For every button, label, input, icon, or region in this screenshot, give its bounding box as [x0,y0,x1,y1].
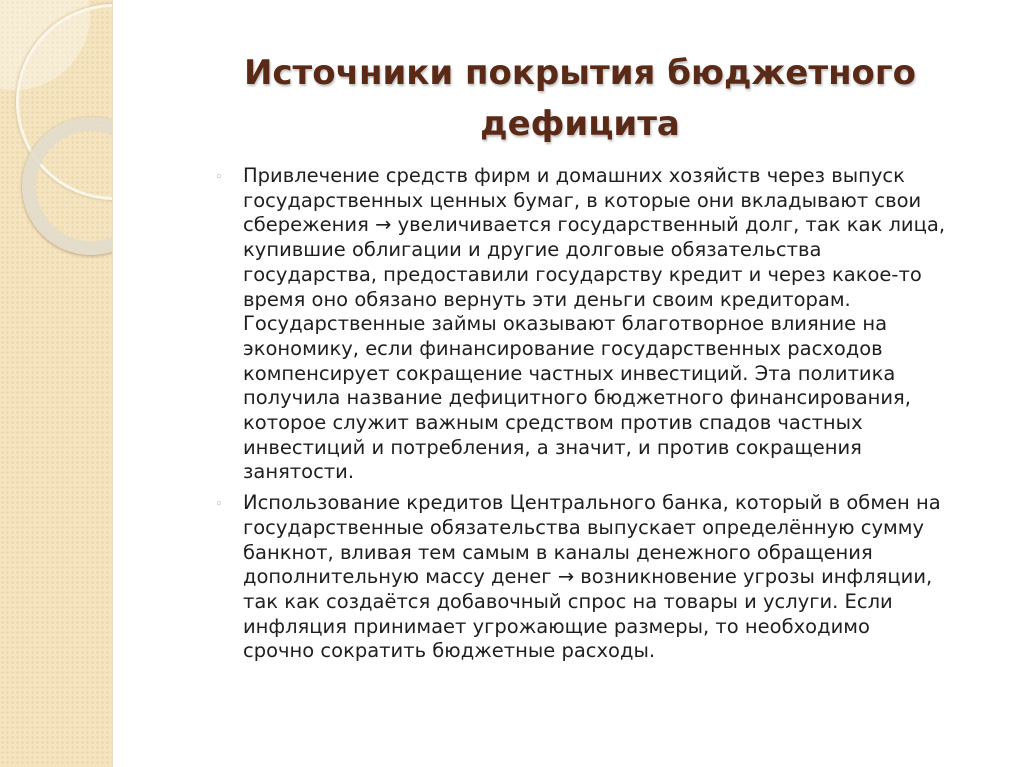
decorative-side-strip [0,0,113,767]
bullet-text-line: Государственные займы оказывают благотворное влияние на [243,312,888,336]
bullet-text-line: инвестиций и потребления, а значит, и против сокращения [243,435,862,459]
circle-bullet-icon: ◦ [215,497,223,513]
bullet-text-line: Привлечение средств фирм и домашних хозяйств через выпуск [243,164,905,187]
bullet-text-line: инфляция принимает угрожающие размеры, то необходимо [243,614,870,638]
bullet-text-line: банкнот, вливая тем самым в каналы денежного обращения [243,540,873,564]
bullet-text-line: получила название дефицитного бюджетного финансирования, [243,386,911,410]
bullet-text-line: купившие облигации и другие долговые обязательства [243,238,822,262]
bullet-text-line: срочно сократить бюджетные расходы. [243,639,656,663]
bullet-text-line: время оно обязано вернуть эти деньги своим кредиторам. [243,287,851,311]
bullet-text-line: занятости. [243,460,355,484]
bullet-item [215,491,1013,664]
title-line: Источники покрытия бюджетного [243,53,917,93]
bullet-text-line: государства, предоставили государству кредит и через какое-то [243,262,922,286]
slide-title [150,48,1010,150]
bullet-text-line: сбережения → увеличивается государственный долг, так как лица, [243,213,946,237]
bullet-text-line: компенсирует сокращение частных инвестиций. Эта политика [243,361,896,385]
circle-bullet-icon: ◦ [215,170,223,185]
bullet-text-line: государственные обязательства выпускает определённую сумму [243,515,924,539]
slide-body [215,164,1013,670]
bullet-text-line: дополнительную массу денег → возникновение угрозы инфляции, [243,565,933,589]
bullet-text-line: экономику, если финансирование государственных расходов [243,336,883,360]
title-line: дефицита [480,104,680,144]
bullet-item [215,164,1013,485]
bullet-text-line: Использование кредитов Центрального банка, который в обмен на [243,491,941,515]
bullet-text-line: государственных ценных бумаг, в которые они вкладывают свои [243,188,922,212]
bullet-text-line: которое служит важным средством против спадов частных [243,411,863,435]
bullet-text-line: так как создаётся добавочный спрос на товары и услуги. Если [243,589,893,613]
